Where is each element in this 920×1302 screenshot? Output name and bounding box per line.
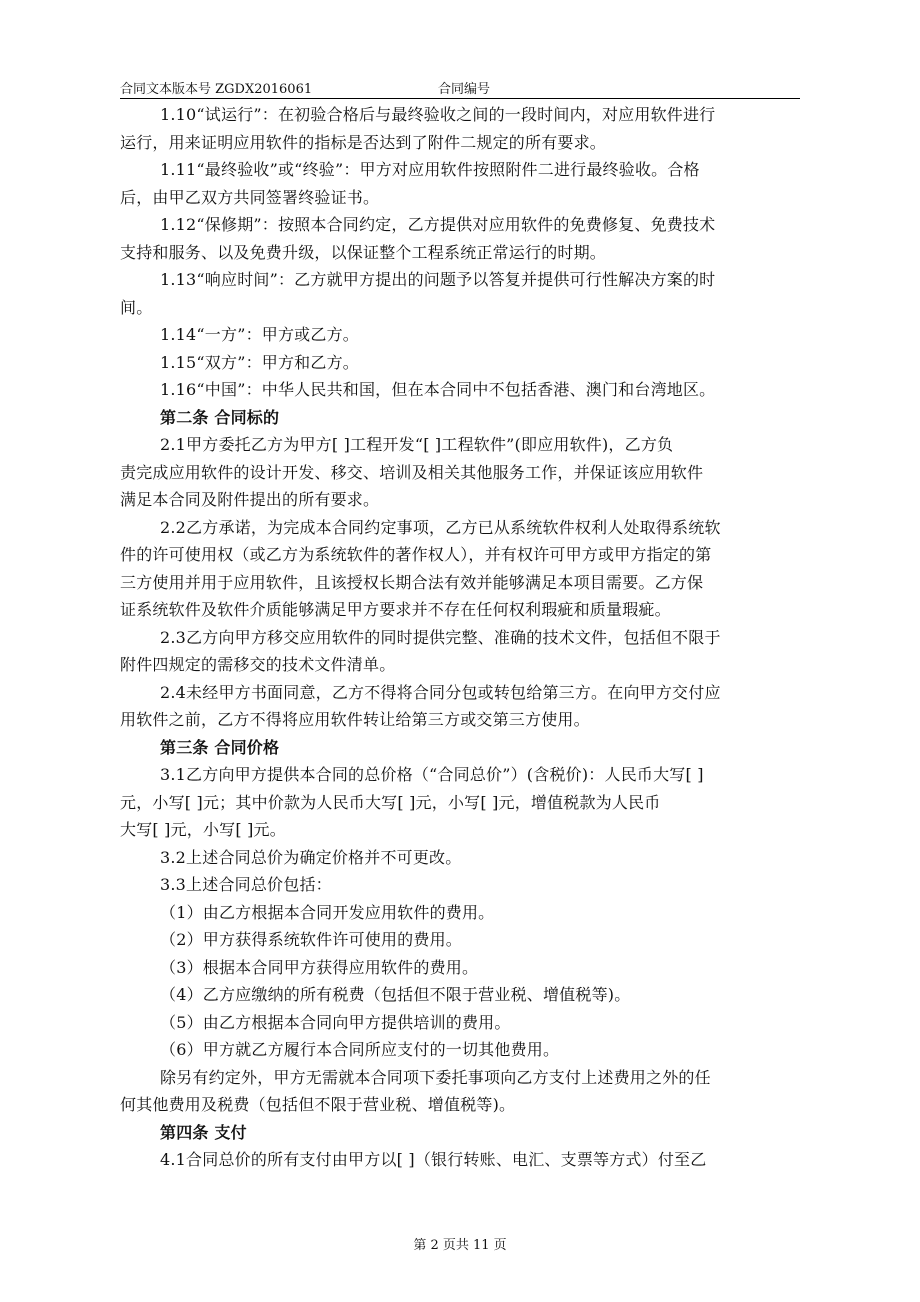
paragraph-continuation: 件的许可使用权（或乙方为系统软件的著作权人），并有权许可甲方或甲方指定的第 三方使用并用于应用软件，且该授权长期合法有效并能够满足本项目需要。乙方保 证系统软件及软件介质能够满足甲方要求并不存在任何权利瑕疵和质量瑕疵。 xyxy=(120,545,712,619)
page-footer: 第 2 页共 11 页 xyxy=(413,1238,507,1253)
paragraph-continuation: 支持和服务、以及免费升级，以保证整个工程系统正常运行的时期。 xyxy=(120,242,607,262)
paragraph-continuation: 后，由甲乙双方共同签署终验证书。 xyxy=(120,187,380,207)
paragraph-line: 1.12“保修期”：按照本合同约定，乙方提供对应用软件的免费修复、免费技术 xyxy=(160,215,716,234)
contract-number-label: 合同编号 xyxy=(438,82,491,97)
paragraph-continuation: 何其他费用及税费（包括但不限于营业税、增值税等)。 xyxy=(120,1095,516,1114)
paragraph-continuation: 运行，用来证明应用软件的指标是否达到了附件二规定的所有要求。 xyxy=(120,132,607,152)
paragraph-line: （2）甲方获得系统软件许可使用的费用。 xyxy=(160,930,462,949)
paragraph-line: 4.1合同总价的所有支付由甲方以[ ]（银行转账、电汇、支票等方式）付至乙 xyxy=(160,1150,707,1169)
section-heading: 第二条 合同标的 xyxy=(160,407,280,427)
paragraph-continuation: 附件四规定的需移交的技术文件清单。 xyxy=(120,655,396,674)
paragraph-continuation: 元，小写[ ]元；其中价款为人民币大写[ ]元，小写[ ]元，增值税款为人民币 大写[ ]元，小写[ ]元。 xyxy=(120,792,661,839)
paragraph-line: 1.10“试运行”：在初验合格后与最终验收之间的一段时间内，对应用软件进行 xyxy=(160,105,716,124)
paragraph-line: 1.13“响应时间”：乙方就甲方提出的问题予以答复并提供可行性解决方案的时 xyxy=(160,270,716,289)
paragraph-line: 1.14“一方”：甲方或乙方。 xyxy=(160,325,359,344)
paragraph-line: 1.15“双方”：甲方和乙方。 xyxy=(160,352,359,372)
paragraph-line: 2.4未经甲方书面同意，乙方不得将合同分包或转包给第三方。在向甲方交付应 xyxy=(160,682,721,702)
paragraph-continuation: 用软件之前，乙方不得将应用软件转让给第三方或交第三方使用。 xyxy=(120,710,590,729)
paragraph-line: 3.2上述合同总价为确定价格并不可更改。 xyxy=(160,847,462,867)
paragraph-line: （4）乙方应缴纳的所有税费（包括但不限于营业税、增值税等)。 xyxy=(160,985,631,1004)
section-heading: 第四条 支付 xyxy=(160,1122,247,1142)
section-heading: 第三条 合同价格 xyxy=(160,737,280,757)
paragraph-line: 2.1甲方委托乙方为甲方[ ]工程开发“[ ]工程软件”(即应用软件)，乙方负 xyxy=(160,435,674,454)
page-header xyxy=(120,78,800,99)
paragraph-line: 1.11“最终验收”或“终验”：甲方对应用软件按照附件二进行最终验收。合格 xyxy=(160,160,700,179)
document-body xyxy=(120,101,800,1174)
paragraph-line: 2.3乙方向甲方移交应用软件的同时提供完整、准确的技术文件，包括但不限于 xyxy=(160,627,721,647)
paragraph-continuation: 间。 xyxy=(120,297,153,317)
paragraph-line: 3.1乙方向甲方提供本合同的总价格（“合同总价”）(含税价)：人民币大写[ ] xyxy=(160,765,704,784)
paragraph-line: （3）根据本合同甲方获得应用软件的费用。 xyxy=(160,957,479,977)
paragraph-line: （1）由乙方根据本合同开发应用软件的费用。 xyxy=(160,902,495,922)
paragraph-line: 1.16“中国”：中华人民共和国，但在本合同中不包括香港、澳门和台湾地区。 xyxy=(160,380,716,399)
contract-version: 合同文本版本号 ZGDX2016061 xyxy=(120,82,313,97)
paragraph-line: 2.2乙方承诺，为完成本合同约定事项，乙方已从系统软件权利人处取得系统软 xyxy=(160,517,721,537)
paragraph-line: 除另有约定外，甲方无需就本合同项下委托事项向乙方支付上述费用之外的任 xyxy=(160,1067,711,1087)
paragraph-line: （6）甲方就乙方履行本合同所应支付的一切其他费用。 xyxy=(160,1040,560,1059)
paragraph-continuation: 责完成应用软件的设计开发、移交、培训及相关其他服务工作，并保证该应用软件 满足本合同及附件提出的所有要求。 xyxy=(120,462,704,509)
paragraph-line: 3.3上述合同总价包括： xyxy=(160,875,332,894)
paragraph-line: （5）由乙方根据本合同向甲方提供培训的费用。 xyxy=(160,1012,511,1032)
